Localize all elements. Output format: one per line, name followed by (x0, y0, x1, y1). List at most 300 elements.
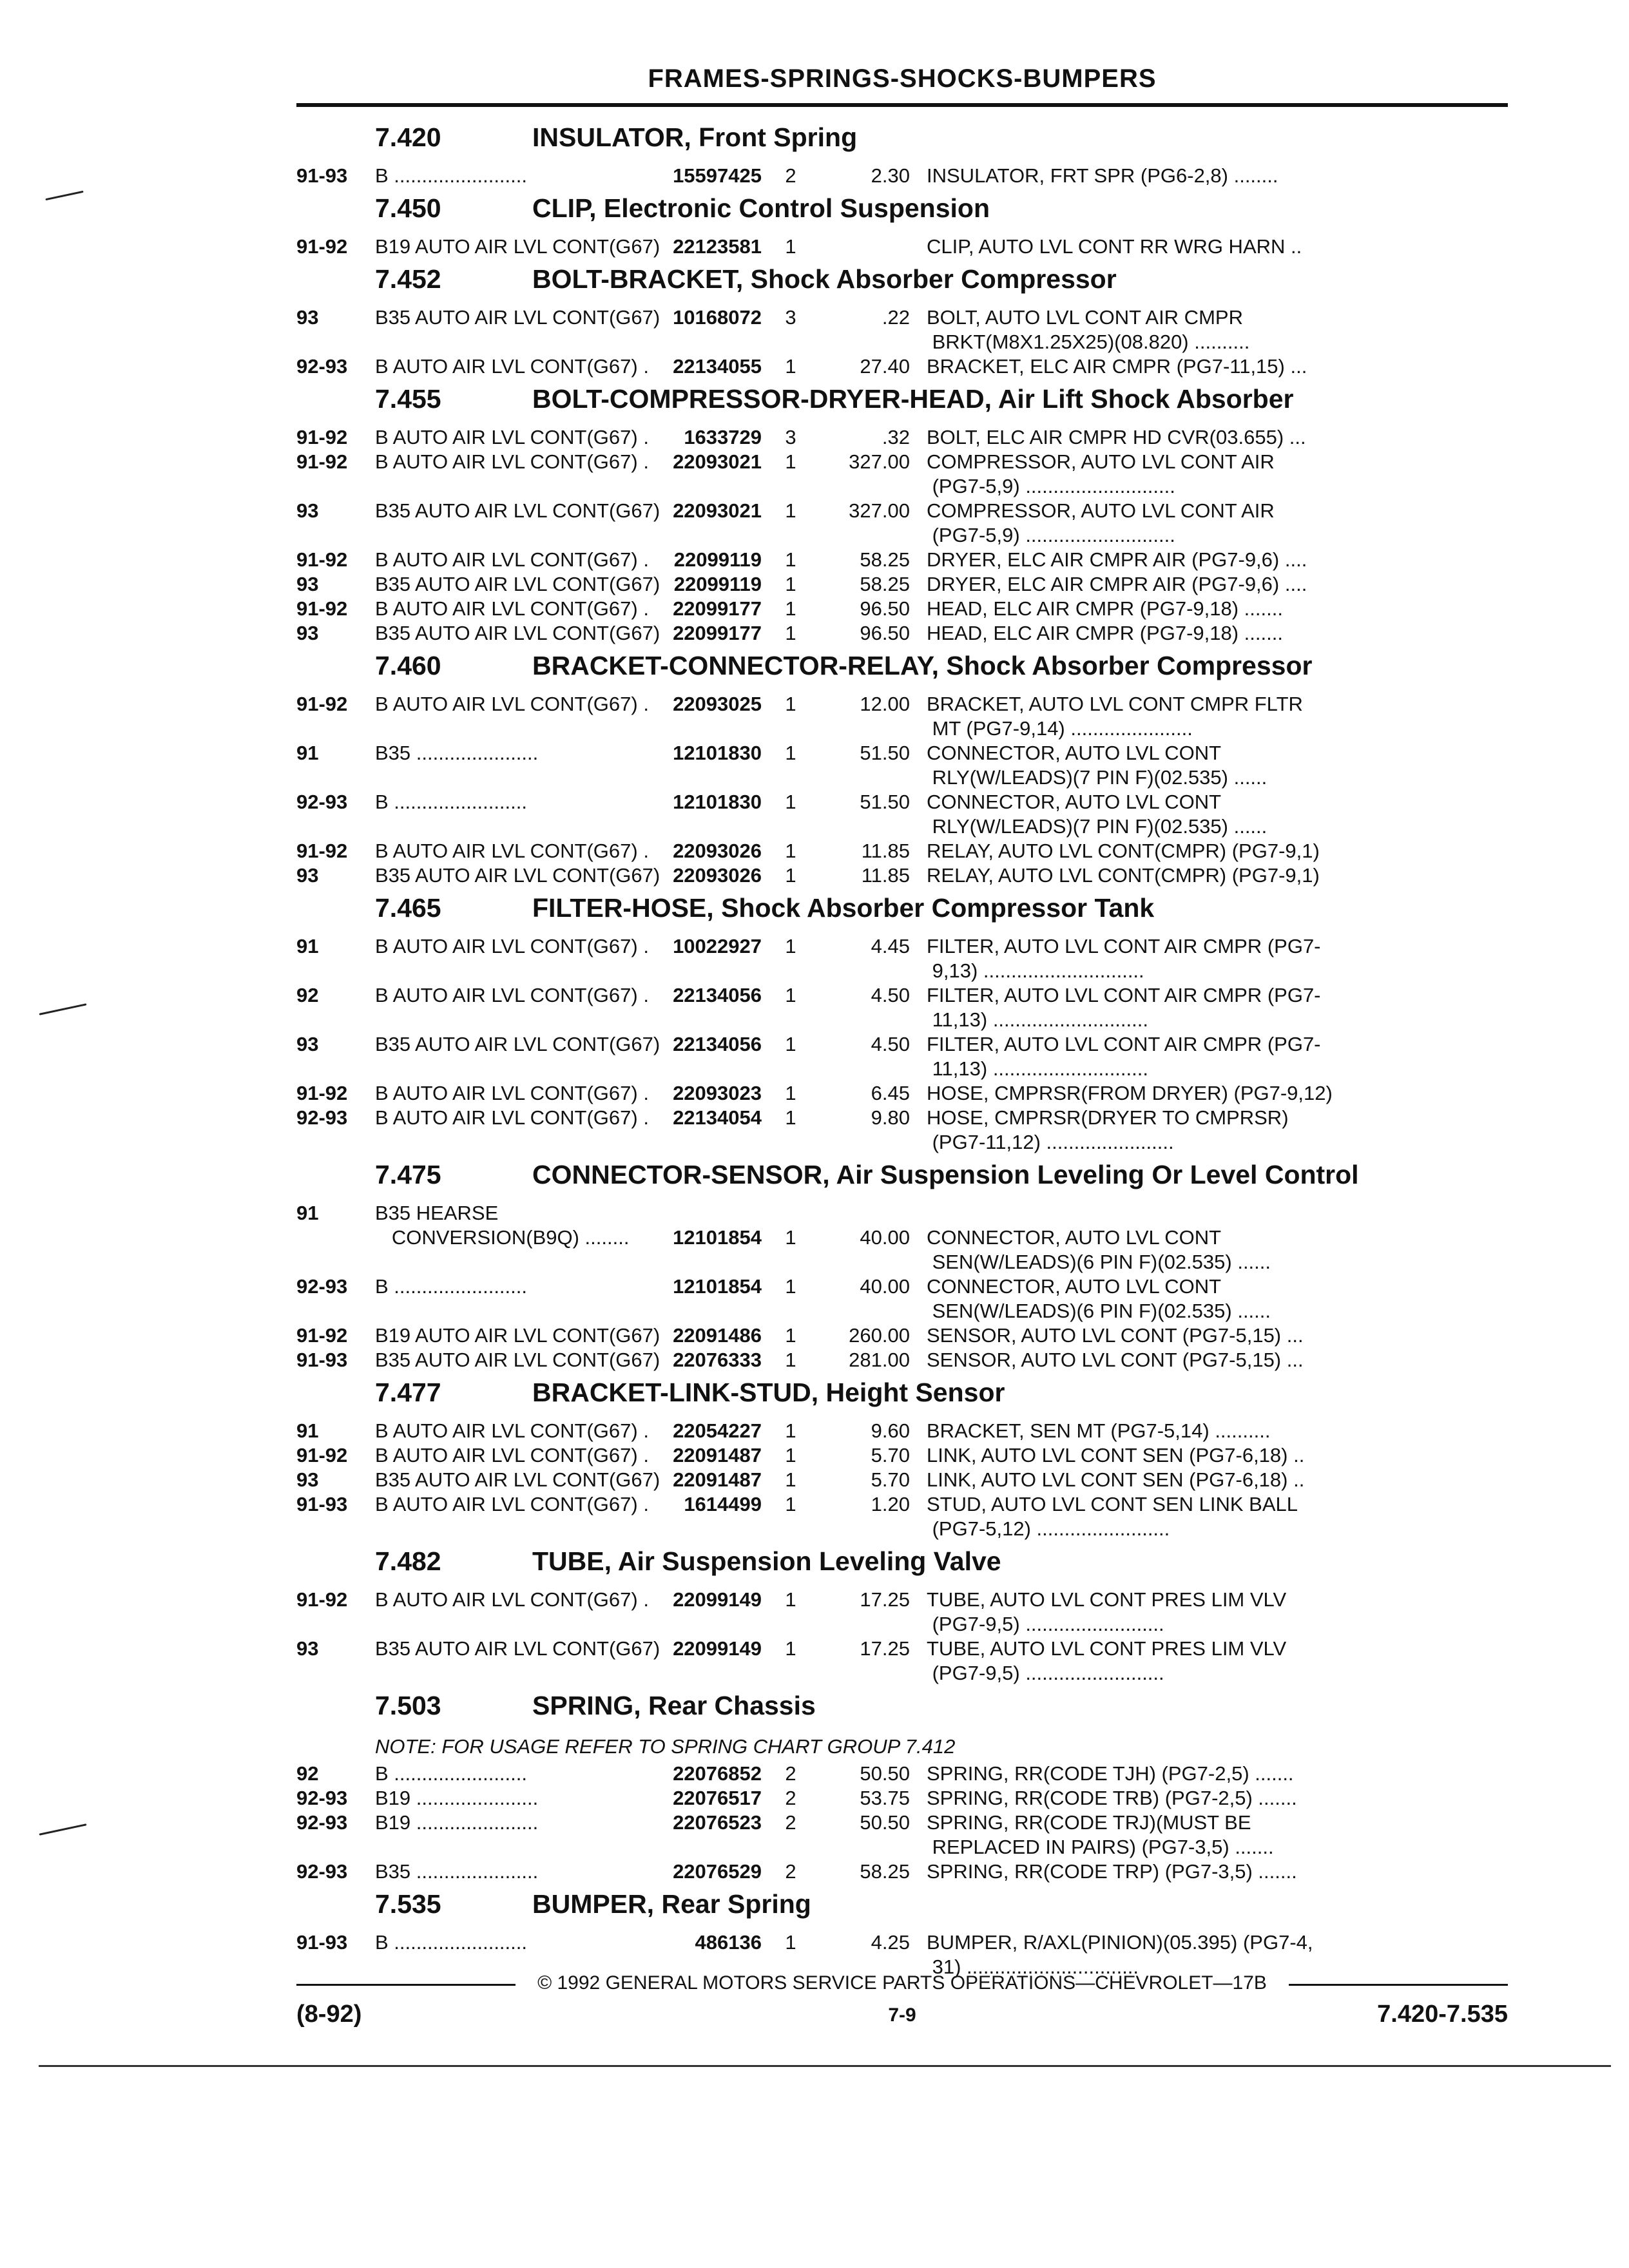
quantity: 1 (785, 450, 796, 473)
part-description (927, 1588, 1508, 1637)
model-years: 92-93 (296, 1787, 348, 1809)
part-number: 22099119 (673, 548, 762, 571)
list-price: 327.00 (849, 499, 910, 522)
list-price: 96.50 (860, 622, 910, 644)
part-description (927, 692, 1508, 741)
part-description (927, 1443, 1508, 1468)
model-application: B35 AUTO AIR LVL CONT(G67) (375, 622, 660, 644)
list-price: 53.75 (860, 1787, 910, 1809)
section-number: 7.450 (375, 193, 441, 223)
part-number: 22054227 (673, 1419, 762, 1442)
list-price: 11.85 (861, 864, 910, 887)
quantity: 1 (785, 1324, 796, 1347)
section-header (296, 264, 1508, 305)
part-row (296, 1588, 1508, 1637)
part-row (296, 235, 1508, 259)
list-price: 40.00 (860, 1226, 910, 1249)
section-number: 7.503 (375, 1691, 441, 1720)
part-number: 22091486 (673, 1324, 762, 1347)
part-row (296, 839, 1508, 863)
list-price: 5.70 (871, 1468, 910, 1491)
list-price (820, 1201, 927, 1225)
description-line: (PG7-11,12) ....................... (927, 1131, 1174, 1153)
part-description (927, 1762, 1508, 1786)
section-7-477 (296, 1378, 1508, 1541)
description-line: BOLT, ELC AIR CMPR HD CVR(03.655) ... (927, 426, 1306, 448)
section-7-535 (296, 1889, 1508, 1979)
description-line: (PG7-9,5) ......................... (927, 1613, 1164, 1635)
model-years: 93 (296, 499, 319, 522)
list-price: 5.70 (871, 1444, 910, 1466)
quantity: 1 (785, 1637, 796, 1660)
model-years: 93 (296, 622, 319, 644)
quantity: 1 (785, 1033, 796, 1055)
section-number: 7.460 (375, 651, 441, 680)
quantity: 3 (785, 426, 796, 448)
part-row (296, 1201, 1508, 1225)
list-price: 50.50 (860, 1762, 910, 1785)
description-line: HEAD, ELC AIR CMPR (PG7-9,18) ....... (927, 622, 1283, 644)
quantity: 1 (785, 693, 796, 715)
section-7-452 (296, 264, 1508, 379)
quantity: 1 (785, 1588, 796, 1611)
section-number: 7.477 (375, 1378, 441, 1407)
part-description (927, 1637, 1508, 1686)
section-title: TUBE, Air Suspension Leveling Valve (532, 1546, 1001, 1576)
part-description (927, 1811, 1508, 1860)
quantity: 2 (785, 1762, 796, 1785)
quantity: 1 (785, 791, 796, 813)
list-price: 51.50 (860, 791, 910, 813)
list-price: 58.25 (860, 548, 910, 571)
description-line: FILTER, AUTO LVL CONT AIR CMPR (PG7- (927, 984, 1321, 1006)
description-line: BRKT(M8X1.25X25)(08.820) .......... (927, 331, 1250, 353)
model-application: B AUTO AIR LVL CONT(G67) . (375, 1588, 649, 1611)
description-line: SPRING, RR(CODE TRP) (PG7-3,5) ....... (927, 1860, 1297, 1883)
list-price: 260.00 (849, 1324, 910, 1347)
part-row (296, 1323, 1508, 1348)
quantity: 1 (785, 499, 796, 522)
section-title: INSULATOR, Front Spring (532, 122, 858, 152)
quantity: 1 (785, 355, 796, 378)
part-description (927, 1348, 1508, 1372)
footer-rule-left (296, 1984, 516, 1986)
description-line: SEN(W/LEADS)(6 PIN F)(02.535) ...... (927, 1251, 1271, 1273)
quantity: 1 (785, 1444, 796, 1466)
part-description (927, 548, 1508, 572)
part-row (296, 425, 1508, 450)
part-description (927, 1492, 1508, 1541)
section-title: BOLT-COMPRESSOR-DRYER-HEAD, Air Lift Shock Absorber (532, 384, 1294, 414)
part-description (927, 1786, 1508, 1811)
model-years: 91-92 (296, 235, 348, 258)
description-line: (PG7-5,9) ........................... (927, 475, 1175, 497)
description-line: CONNECTOR, AUTO LVL CONT (927, 791, 1222, 813)
list-price: 2.30 (871, 164, 910, 187)
description-line: 11,13) ............................ (927, 1008, 1148, 1031)
description-line: HOSE, CMPRSR(FROM DRYER) (PG7-9,12) (927, 1082, 1333, 1104)
model-application: B35 ...................... (375, 742, 539, 764)
model-years: 91-92 (296, 1324, 348, 1347)
description-line: (PG7-9,5) ......................... (927, 1662, 1164, 1684)
section-7-482 (296, 1546, 1508, 1686)
model-years: 93 (296, 1637, 319, 1660)
part-row (296, 692, 1508, 741)
part-description (927, 1468, 1508, 1492)
list-price: 281.00 (849, 1349, 910, 1371)
list-price: 9.60 (871, 1419, 910, 1442)
model-years (296, 1225, 375, 1274)
part-description (927, 839, 1508, 863)
list-price: 9.80 (871, 1106, 910, 1129)
model-application: B35 AUTO AIR LVL CONT(G67) (375, 1468, 660, 1491)
part-number: 486136 (695, 1931, 762, 1954)
model-application: B35 AUTO AIR LVL CONT(G67) (375, 864, 660, 887)
part-number: 22093025 (673, 693, 762, 715)
part-row (296, 1811, 1508, 1860)
part-number: 12101854 (673, 1226, 762, 1249)
part-row (296, 1762, 1508, 1786)
list-price: .22 (882, 306, 910, 329)
description-line: SPRING, RR(CODE TRJ)(MUST BE (927, 1811, 1251, 1834)
part-number: 10022927 (673, 935, 762, 957)
section-header (296, 893, 1508, 934)
part-number: 12101854 (673, 1275, 762, 1298)
model-years: 92-93 (296, 1106, 348, 1129)
part-number: 22099119 (673, 573, 762, 595)
model-application: B19 AUTO AIR LVL CONT(G67) (375, 235, 660, 258)
part-row (296, 1274, 1508, 1323)
section-number: 7.420 (375, 122, 441, 152)
part-description (927, 1201, 1508, 1225)
section-7-475 (296, 1160, 1508, 1372)
section-title: BUMPER, Rear Spring (532, 1889, 811, 1919)
model-application: B35 HEARSE (375, 1202, 499, 1224)
list-price: 4.50 (871, 1033, 910, 1055)
description-line: RELAY, AUTO LVL CONT(CMPR) (PG7-9,1) (927, 840, 1320, 862)
description-line: SENSOR, AUTO LVL CONT (PG7-5,15) ... (927, 1324, 1304, 1347)
model-application: B AUTO AIR LVL CONT(G67) . (375, 1444, 649, 1466)
part-row (296, 1419, 1508, 1443)
quantity: 2 (785, 164, 796, 187)
model-application: B AUTO AIR LVL CONT(G67) . (375, 1493, 649, 1515)
part-row (296, 1860, 1508, 1884)
quantity: 3 (785, 306, 796, 329)
section-title: FILTER-HOSE, Shock Absorber Compressor Tank (532, 893, 1155, 923)
part-row (296, 354, 1508, 379)
section-7-460 (296, 651, 1508, 888)
description-line: DRYER, ELC AIR CMPR AIR (PG7-9,6) .... (927, 548, 1307, 571)
part-number: 22099177 (673, 597, 762, 620)
model-years: 93 (296, 1468, 319, 1491)
model-application: B AUTO AIR LVL CONT(G67) . (375, 450, 649, 473)
part-row (296, 741, 1508, 790)
model-application: B ........................ (375, 791, 527, 813)
model-years: 91 (296, 1202, 319, 1224)
section-number: 7.455 (375, 384, 441, 414)
model-years: 93 (296, 864, 319, 887)
part-description (927, 572, 1508, 597)
model-years: 93 (296, 573, 319, 595)
part-number: 22134056 (673, 1033, 762, 1055)
section-title: CONNECTOR-SENSOR, Air Suspension Leveling Or Level Control (532, 1160, 1359, 1189)
quantity: 1 (785, 742, 796, 764)
description-line: BUMPER, R/AXL(PINION)(05.395) (PG7-4, (927, 1931, 1313, 1954)
model-application: B19 ...................... (375, 1787, 539, 1809)
section-title: BOLT-BRACKET, Shock Absorber Compressor (532, 264, 1117, 294)
part-row (296, 597, 1508, 621)
section-7-465 (296, 893, 1508, 1155)
model-application: B AUTO AIR LVL CONT(G67) . (375, 693, 649, 715)
description-line: DRYER, ELC AIR CMPR AIR (PG7-9,6) .... (927, 573, 1307, 595)
list-price (820, 235, 927, 259)
part-row (296, 1106, 1508, 1155)
section-number: 7.482 (375, 1546, 441, 1576)
list-price: 58.25 (860, 1860, 910, 1883)
part-number: 10168072 (673, 306, 762, 329)
parts-listing (296, 117, 1508, 1979)
part-row (296, 790, 1508, 839)
model-application: B ........................ (375, 164, 527, 187)
model-application: B ........................ (375, 1275, 527, 1298)
quantity: 1 (785, 622, 796, 644)
quantity: 1 (785, 548, 796, 571)
copyright-notice: © 1992 GENERAL MOTORS SERVICE PARTS OPERATIONS—CHEVROLET—17B (537, 1972, 1267, 1994)
part-description (927, 741, 1508, 790)
list-price: 4.45 (871, 935, 910, 957)
description-line: RELAY, AUTO LVL CONT(CMPR) (PG7-9,1) (927, 864, 1320, 887)
part-number: 22076333 (673, 1349, 762, 1371)
description-line: HOSE, CMPRSR(DRYER TO CMPRSR) (927, 1106, 1289, 1129)
part-description (927, 1860, 1508, 1884)
section-title: CLIP, Electronic Control Suspension (532, 193, 990, 223)
description-line: CONNECTOR, AUTO LVL CONT (927, 1226, 1222, 1249)
part-row (296, 1032, 1508, 1081)
part-number: 22123581 (673, 235, 762, 258)
list-price: 17.25 (860, 1637, 910, 1660)
description-line: 31) ............................... (927, 1956, 1139, 1978)
part-number: 22076852 (673, 1762, 762, 1785)
part-row (296, 499, 1508, 548)
description-line: FILTER, AUTO LVL CONT AIR CMPR (PG7- (927, 935, 1321, 957)
model-application: B AUTO AIR LVL CONT(G67) . (375, 1419, 649, 1442)
part-description (927, 235, 1508, 259)
part-description (927, 621, 1508, 646)
part-number: 22076529 (673, 1860, 762, 1883)
model-years: 91-93 (296, 1493, 348, 1515)
quantity: 1 (785, 864, 796, 887)
part-row (296, 621, 1508, 646)
part-description (927, 450, 1508, 499)
description-line: 11,13) ............................ (927, 1057, 1148, 1080)
model-application: B19 AUTO AIR LVL CONT(G67) (375, 1324, 660, 1347)
section-header (296, 1378, 1508, 1419)
model-years: 91-92 (296, 1444, 348, 1466)
model-years: 91-92 (296, 426, 348, 448)
quantity: 2 (785, 1811, 796, 1834)
part-description (927, 1225, 1508, 1274)
description-line: SPRING, RR(CODE TRB) (PG7-2,5) ....... (927, 1787, 1297, 1809)
usage-note: NOTE: FOR USAGE REFER TO SPRING CHART GROUP 7.412 (375, 1735, 956, 1758)
list-price: 1.20 (871, 1493, 910, 1515)
part-number: 22099149 (673, 1637, 762, 1660)
model-years: 91-92 (296, 1082, 348, 1104)
part-number: 22134055 (673, 355, 762, 378)
quantity: 1 (785, 840, 796, 862)
part-number: 1633729 (684, 426, 762, 448)
part-description (927, 863, 1508, 888)
list-price: 17.25 (860, 1588, 910, 1611)
model-application: B19 ...................... (375, 1811, 539, 1834)
part-description (927, 1032, 1508, 1081)
section-header (296, 122, 1508, 164)
part-row (296, 164, 1508, 188)
model-years: 91-92 (296, 1588, 348, 1611)
quantity: 1 (785, 597, 796, 620)
model-application: B35 AUTO AIR LVL CONT(G67) (375, 1033, 660, 1055)
section-7-420 (296, 122, 1508, 188)
quantity: 1 (785, 1226, 796, 1249)
description-line: COMPRESSOR, AUTO LVL CONT AIR (927, 450, 1275, 473)
part-number: 22093023 (673, 1082, 762, 1104)
part-number: 22099177 (673, 622, 762, 644)
description-line: SPRING, RR(CODE TJH) (PG7-2,5) ....... (927, 1762, 1294, 1785)
scan-mark (45, 191, 83, 200)
section-number: 7.535 (375, 1889, 441, 1919)
part-row (296, 1786, 1508, 1811)
model-application: B ........................ (375, 1762, 527, 1785)
revision-date: (8-92) (296, 2001, 362, 2028)
part-number: 22134056 (673, 984, 762, 1006)
page-number: 7-9 (888, 2004, 916, 2026)
model-years: 91-93 (296, 1349, 348, 1371)
model-years: 92 (296, 984, 319, 1006)
part-number: 12101830 (673, 791, 762, 813)
section-7-450 (296, 193, 1508, 259)
model-years: 92-93 (296, 1860, 348, 1883)
part-number: 22099149 (673, 1588, 762, 1611)
model-application: B ........................ (375, 1931, 527, 1954)
list-price: 27.40 (860, 355, 910, 378)
description-line: INSULATOR, FRT SPR (PG6-2,8) ........ (927, 164, 1278, 187)
part-number: 15597425 (673, 164, 762, 187)
part-description (927, 499, 1508, 548)
part-row (296, 1468, 1508, 1492)
model-application: B35 AUTO AIR LVL CONT(G67) (375, 499, 660, 522)
part-description (927, 1081, 1508, 1106)
quantity: 1 (785, 1082, 796, 1104)
description-line: BOLT, AUTO LVL CONT AIR CMPR (927, 306, 1243, 329)
section-title: BRACKET-CONNECTOR-RELAY, Shock Absorber Compressor (532, 651, 1313, 680)
section-title: BRACKET-LINK-STUD, Height Sensor (532, 1378, 1005, 1407)
description-line: LINK, AUTO LVL CONT SEN (PG7-6,18) .. (927, 1468, 1305, 1491)
section-header (296, 193, 1508, 235)
quantity: 2 (785, 1860, 796, 1883)
description-line: CONNECTOR, AUTO LVL CONT (927, 1275, 1222, 1298)
part-description (927, 597, 1508, 621)
model-years: 92-93 (296, 1275, 348, 1298)
model-years: 91-92 (296, 548, 348, 571)
part-number: 22093021 (673, 499, 762, 522)
quantity: 1 (785, 1468, 796, 1491)
description-line: BRACKET, SEN MT (PG7-5,14) .......... (927, 1419, 1271, 1442)
part-description (927, 164, 1508, 188)
part-number (633, 1201, 762, 1225)
quantity (762, 1201, 820, 1225)
model-years: 91-93 (296, 1931, 348, 1954)
section-number: 7.452 (375, 264, 441, 294)
description-line: RLY(W/LEADS)(7 PIN F)(02.535) ...... (927, 815, 1268, 838)
bottom-edge-rule (39, 2065, 1611, 2067)
model-years: 91-92 (296, 693, 348, 715)
part-number: 22076517 (673, 1787, 762, 1809)
section-number: 7.465 (375, 893, 441, 923)
model-application: B35 AUTO AIR LVL CONT(G67) (375, 1349, 660, 1371)
model-application: B AUTO AIR LVL CONT(G67) . (375, 935, 649, 957)
list-price: 11.85 (861, 840, 910, 862)
part-row (296, 1443, 1508, 1468)
scan-mark (39, 1003, 87, 1015)
description-line: HEAD, ELC AIR CMPR (PG7-9,18) ....... (927, 597, 1283, 620)
model-years: 91-92 (296, 450, 348, 473)
part-row (296, 1348, 1508, 1372)
list-price: 4.25 (871, 1931, 910, 1954)
description-line: CONNECTOR, AUTO LVL CONT (927, 742, 1222, 764)
model-application: B35 AUTO AIR LVL CONT(G67) (375, 306, 660, 329)
model-application: B35 ...................... (375, 1860, 539, 1883)
part-row (296, 1225, 1508, 1274)
section-header (296, 1691, 1508, 1732)
section-title: SPRING, Rear Chassis (532, 1691, 816, 1720)
section-header (296, 384, 1508, 425)
quantity: 1 (785, 1931, 796, 1954)
quantity: 2 (785, 1787, 796, 1809)
quantity: 1 (785, 1106, 796, 1129)
description-line: BRACKET, AUTO LVL CONT CMPR FLTR (927, 693, 1303, 715)
list-price: 6.45 (871, 1082, 910, 1104)
part-row (296, 1637, 1508, 1686)
model-application: B AUTO AIR LVL CONT(G67) . (375, 984, 649, 1006)
quantity: 1 (785, 573, 796, 595)
part-description (927, 1106, 1508, 1155)
part-number: 12101830 (673, 742, 762, 764)
section-header (296, 1546, 1508, 1588)
part-number: 1614499 (684, 1493, 762, 1515)
model-years: 92-93 (296, 791, 348, 813)
footer-rule-right (1289, 1984, 1508, 1986)
description-line: (PG7-5,12) ........................ (927, 1517, 1170, 1540)
description-line: COMPRESSOR, AUTO LVL CONT AIR (927, 499, 1275, 522)
part-description (927, 1274, 1508, 1323)
list-price: 4.50 (871, 984, 910, 1006)
model-years: 93 (296, 306, 319, 329)
part-number: 22134054 (673, 1106, 762, 1129)
part-description (927, 983, 1508, 1032)
list-price: 12.00 (860, 693, 910, 715)
part-row (296, 305, 1508, 354)
part-row (296, 1492, 1508, 1541)
description-line: STUD, AUTO LVL CONT SEN LINK BALL (927, 1493, 1298, 1515)
part-number: 22093021 (673, 450, 762, 473)
model-years: 91 (296, 935, 319, 957)
part-row (296, 934, 1508, 983)
model-application: B AUTO AIR LVL CONT(G67) . (375, 840, 649, 862)
scan-mark (39, 1823, 87, 1836)
part-description (927, 305, 1508, 354)
description-line: RLY(W/LEADS)(7 PIN F)(02.535) ...... (927, 766, 1268, 789)
description-line: TUBE, AUTO LVL CONT PRES LIM VLV (927, 1637, 1287, 1660)
quantity: 1 (785, 1419, 796, 1442)
